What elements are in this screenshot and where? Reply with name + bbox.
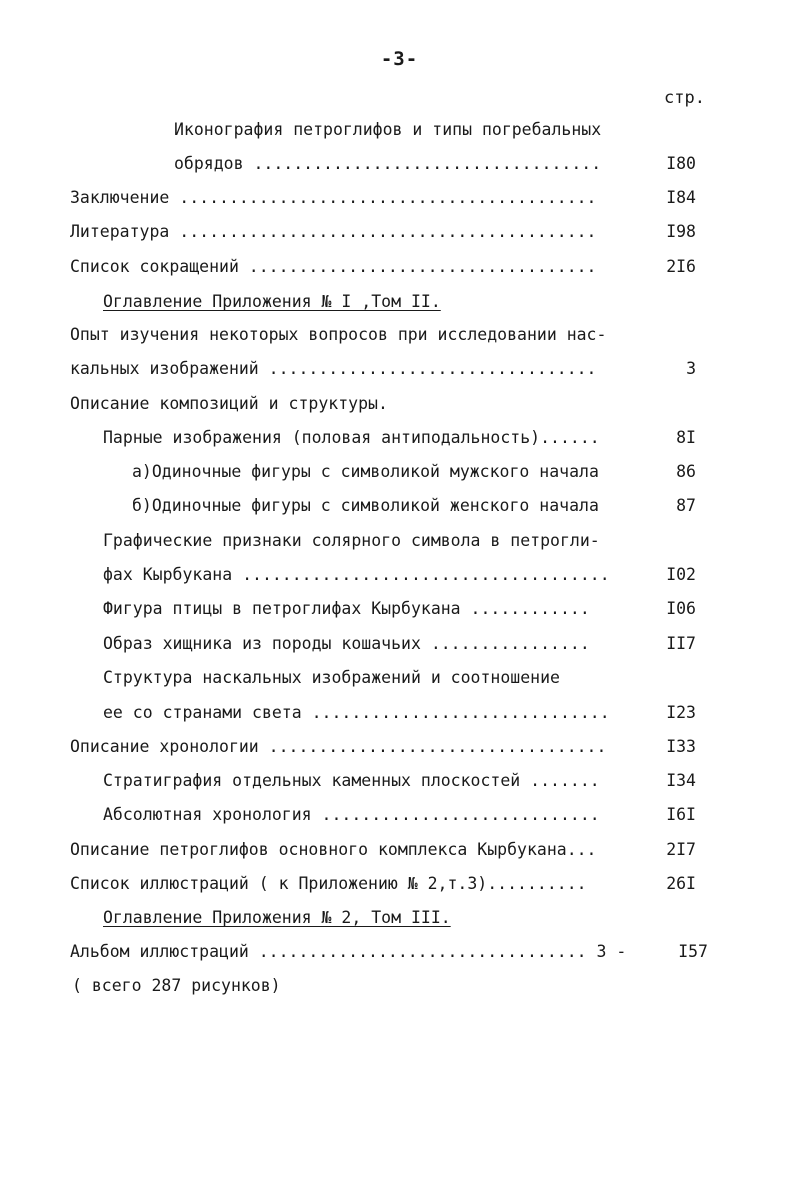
toc-entry: Парные изображения (половая антиподальность)...... bbox=[103, 428, 600, 447]
toc-entry: Оглавление Приложения № I ,Том II. bbox=[103, 292, 441, 311]
toc-entry: Литература .......................................... bbox=[70, 222, 597, 241]
toc-row bbox=[70, 323, 710, 347]
toc-page: I57 bbox=[678, 942, 708, 961]
toc-page: I06 bbox=[666, 599, 696, 618]
toc-entry: Описание хронологии .................................. bbox=[70, 737, 607, 756]
toc-row bbox=[103, 701, 696, 725]
toc-row bbox=[103, 666, 663, 690]
toc-row bbox=[103, 529, 703, 553]
toc-row bbox=[72, 974, 472, 998]
toc-page: I34 bbox=[666, 771, 696, 790]
toc-entry: Опыт изучения некоторых вопросов при исследовании нас- bbox=[70, 325, 607, 344]
toc-row bbox=[103, 803, 696, 827]
toc-page: I23 bbox=[666, 703, 696, 722]
toc-page: II7 bbox=[666, 634, 696, 653]
toc-entry: б)Одиночные фигуры с символикой женского начала bbox=[132, 496, 599, 515]
toc-entry: обрядов ................................... bbox=[174, 154, 602, 173]
toc-row bbox=[132, 494, 696, 518]
toc-page: I98 bbox=[666, 222, 696, 241]
toc-row bbox=[174, 152, 696, 176]
toc-entry: Стратиграфия отдельных каменных плоскостей ....... bbox=[103, 771, 600, 790]
toc-row bbox=[103, 563, 696, 587]
toc-entry: фах Кырбукана ..................................... bbox=[103, 565, 610, 584]
toc-row bbox=[70, 940, 708, 964]
toc-page: I6I bbox=[666, 805, 696, 824]
toc-page: I02 bbox=[666, 565, 696, 584]
toc-entry: Альбом иллюстраций ................................. 3 - bbox=[70, 942, 627, 961]
toc-page: I84 bbox=[666, 188, 696, 207]
toc-entry: Образ хищника из породы кошачьих ................ bbox=[103, 634, 590, 653]
toc-entry: Фигура птицы в петроглифах Кырбукана ............ bbox=[103, 599, 590, 618]
toc-row bbox=[70, 186, 696, 210]
toc-entry: Оглавление Приложения № 2, Том III. bbox=[103, 908, 451, 927]
toc-entry: Иконография петроглифов и типы погребальных bbox=[174, 120, 602, 139]
toc-entry: а)Одиночные фигуры с символикой мужского начала bbox=[132, 462, 599, 481]
toc-entry: Абсолютная хронология ............................ bbox=[103, 805, 600, 824]
toc-entry: Список иллюстраций ( к Приложению № 2,т.3).......... bbox=[70, 874, 587, 893]
toc-entry: Описание композиций и структуры. bbox=[70, 394, 388, 413]
toc-row bbox=[103, 426, 696, 450]
toc-row bbox=[174, 118, 704, 142]
toc-page: 3 bbox=[686, 359, 696, 378]
toc-row bbox=[103, 632, 696, 656]
toc-section-heading bbox=[103, 290, 603, 314]
toc-entry: Описание петроглифов основного комплекса Кырбукана... bbox=[70, 840, 597, 859]
toc-row bbox=[70, 872, 696, 896]
toc-entry: кальных изображений ................................. bbox=[70, 359, 597, 378]
toc-entry: ( всего 287 рисунков) bbox=[72, 976, 281, 995]
toc-section-heading bbox=[103, 906, 603, 930]
toc-entry: Список сокращений ................................... bbox=[70, 257, 597, 276]
toc-row bbox=[70, 735, 696, 759]
toc-page: I33 bbox=[666, 737, 696, 756]
toc-entry: Заключение .......................................... bbox=[70, 188, 597, 207]
toc-row bbox=[70, 357, 696, 381]
toc-entry: Структура наскальных изображений и соотношение bbox=[103, 668, 560, 687]
toc-page: I80 bbox=[666, 154, 696, 173]
toc-page: 2I6 bbox=[666, 257, 696, 276]
page-number: -3- bbox=[380, 48, 419, 70]
toc-row bbox=[70, 838, 696, 862]
toc-page: 8I bbox=[676, 428, 696, 447]
toc-row bbox=[70, 255, 696, 279]
toc-page: 87 bbox=[676, 496, 696, 515]
toc-row bbox=[103, 769, 696, 793]
toc-page: 26I bbox=[666, 874, 696, 893]
toc-row bbox=[132, 460, 696, 484]
toc-row bbox=[103, 597, 696, 621]
toc-row bbox=[70, 392, 670, 416]
toc-entry: ее со странами света .............................. bbox=[103, 703, 610, 722]
toc-page: 86 bbox=[676, 462, 696, 481]
page-column-header: стр. bbox=[664, 88, 705, 108]
toc-page: 2I7 bbox=[666, 840, 696, 859]
toc-row bbox=[70, 220, 696, 244]
toc-entry: Графические признаки солярного символа в петрогли- bbox=[103, 531, 600, 550]
